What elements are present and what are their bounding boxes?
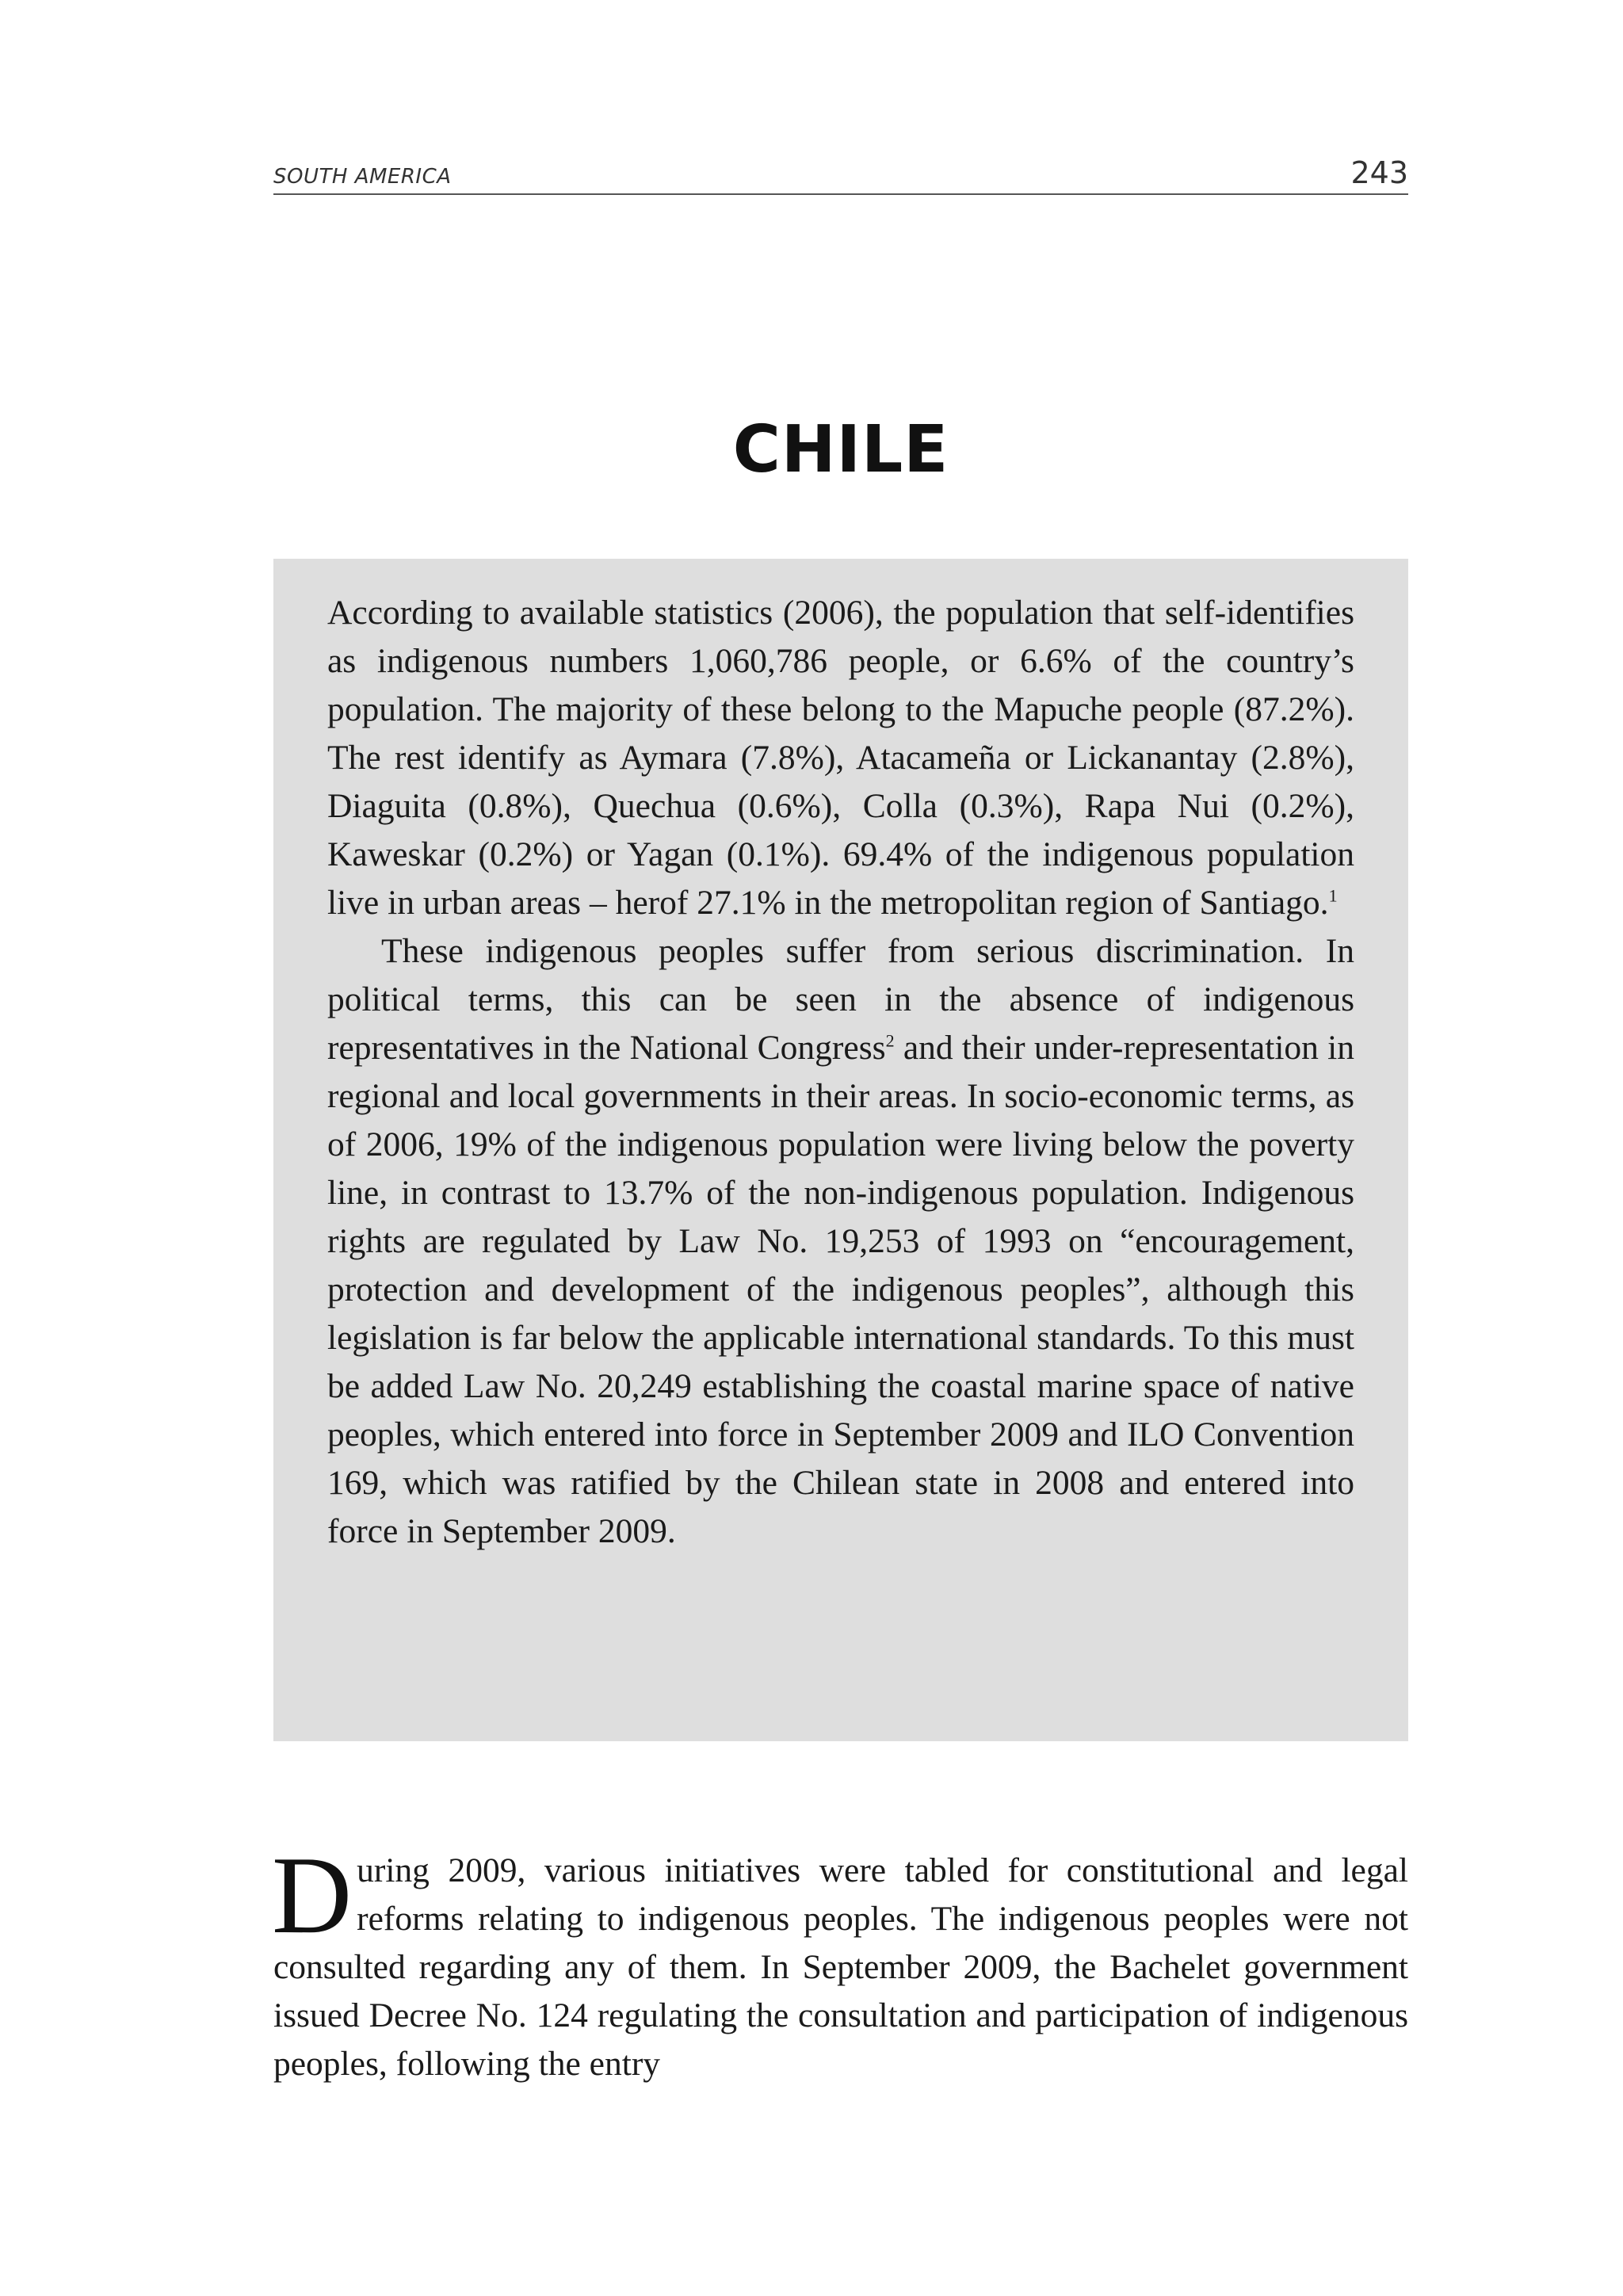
summary-paragraph-2-text-a: These indigenous peoples suffer from serious discrimination. In political terms, this can be seen in the absence of indigenous representatives in the National Congress [327, 932, 1354, 1067]
section-label: SOUTH AMERICA [273, 165, 452, 189]
body-paragraph-1 [272, 1834, 1408, 2088]
footnote-ref-1: 1 [1328, 885, 1338, 906]
footnote-ref-2: 2 [885, 1030, 895, 1051]
summary-paragraph-2 [327, 927, 1354, 1556]
page-number: 243 [1350, 155, 1408, 190]
drop-cap: D [272, 1834, 353, 1957]
summary-paragraph-1-text: According to available statistics (2006), the population that self-identifies as indigenous numbers 1,060,786 people, or 6.6% of the country’s population. The majority of these belong to the Mapuche people (87.2%). The rest identify as Aymara (7.8%), Atacameña or Lickanantay (2.8%), Diaguita (0.8%), Quechua (0.6%), Colla (0.3%), Rapa Nui (0.2%), Kaweskar (0.2%) or Yagan (0.1%). 69.4% of the indigenous population live in urban areas – herof 27.1% in the metropolitan region of Santiago. [327, 594, 1354, 922]
summary-paragraph-1 [327, 589, 1354, 927]
body-paragraph-1-text: uring 2009, various initiatives were tabled for constitutional and legal reforms relating to indigenous peoples. The indigenous peoples were not consulted regarding any of them. In September 2009, the Bachelet government issued Decree No. 124 regulating the consultation and participation of indigenous peoples, following the entry [273, 1851, 1408, 2083]
chapter-title: CHILE [732, 412, 949, 487]
summary-box [273, 559, 1408, 1741]
summary-paragraph-2-text-b: and their under-representation in regional and local governments in their areas. In socio-economic terms, as of 2006, 19% of the indigenous population were living below the poverty line, in contrast to 13.7% of the non-indigenous population. Indigenous rights are regulated by Law No. 19,253 of 1993 on “encouragement, protection and development of the indigenous peoples”, although this legislation is far below the applicable international standards. To this must be added Law No. 20,249 establishing the coastal marine space of native peoples, which entered into force in September 2009 and ILO Convention 169, which was ratified by the Chilean state in 2008 and entered into force in September 2009. [327, 1029, 1354, 1550]
body-text [272, 1834, 1408, 2088]
running-head [273, 152, 1408, 195]
